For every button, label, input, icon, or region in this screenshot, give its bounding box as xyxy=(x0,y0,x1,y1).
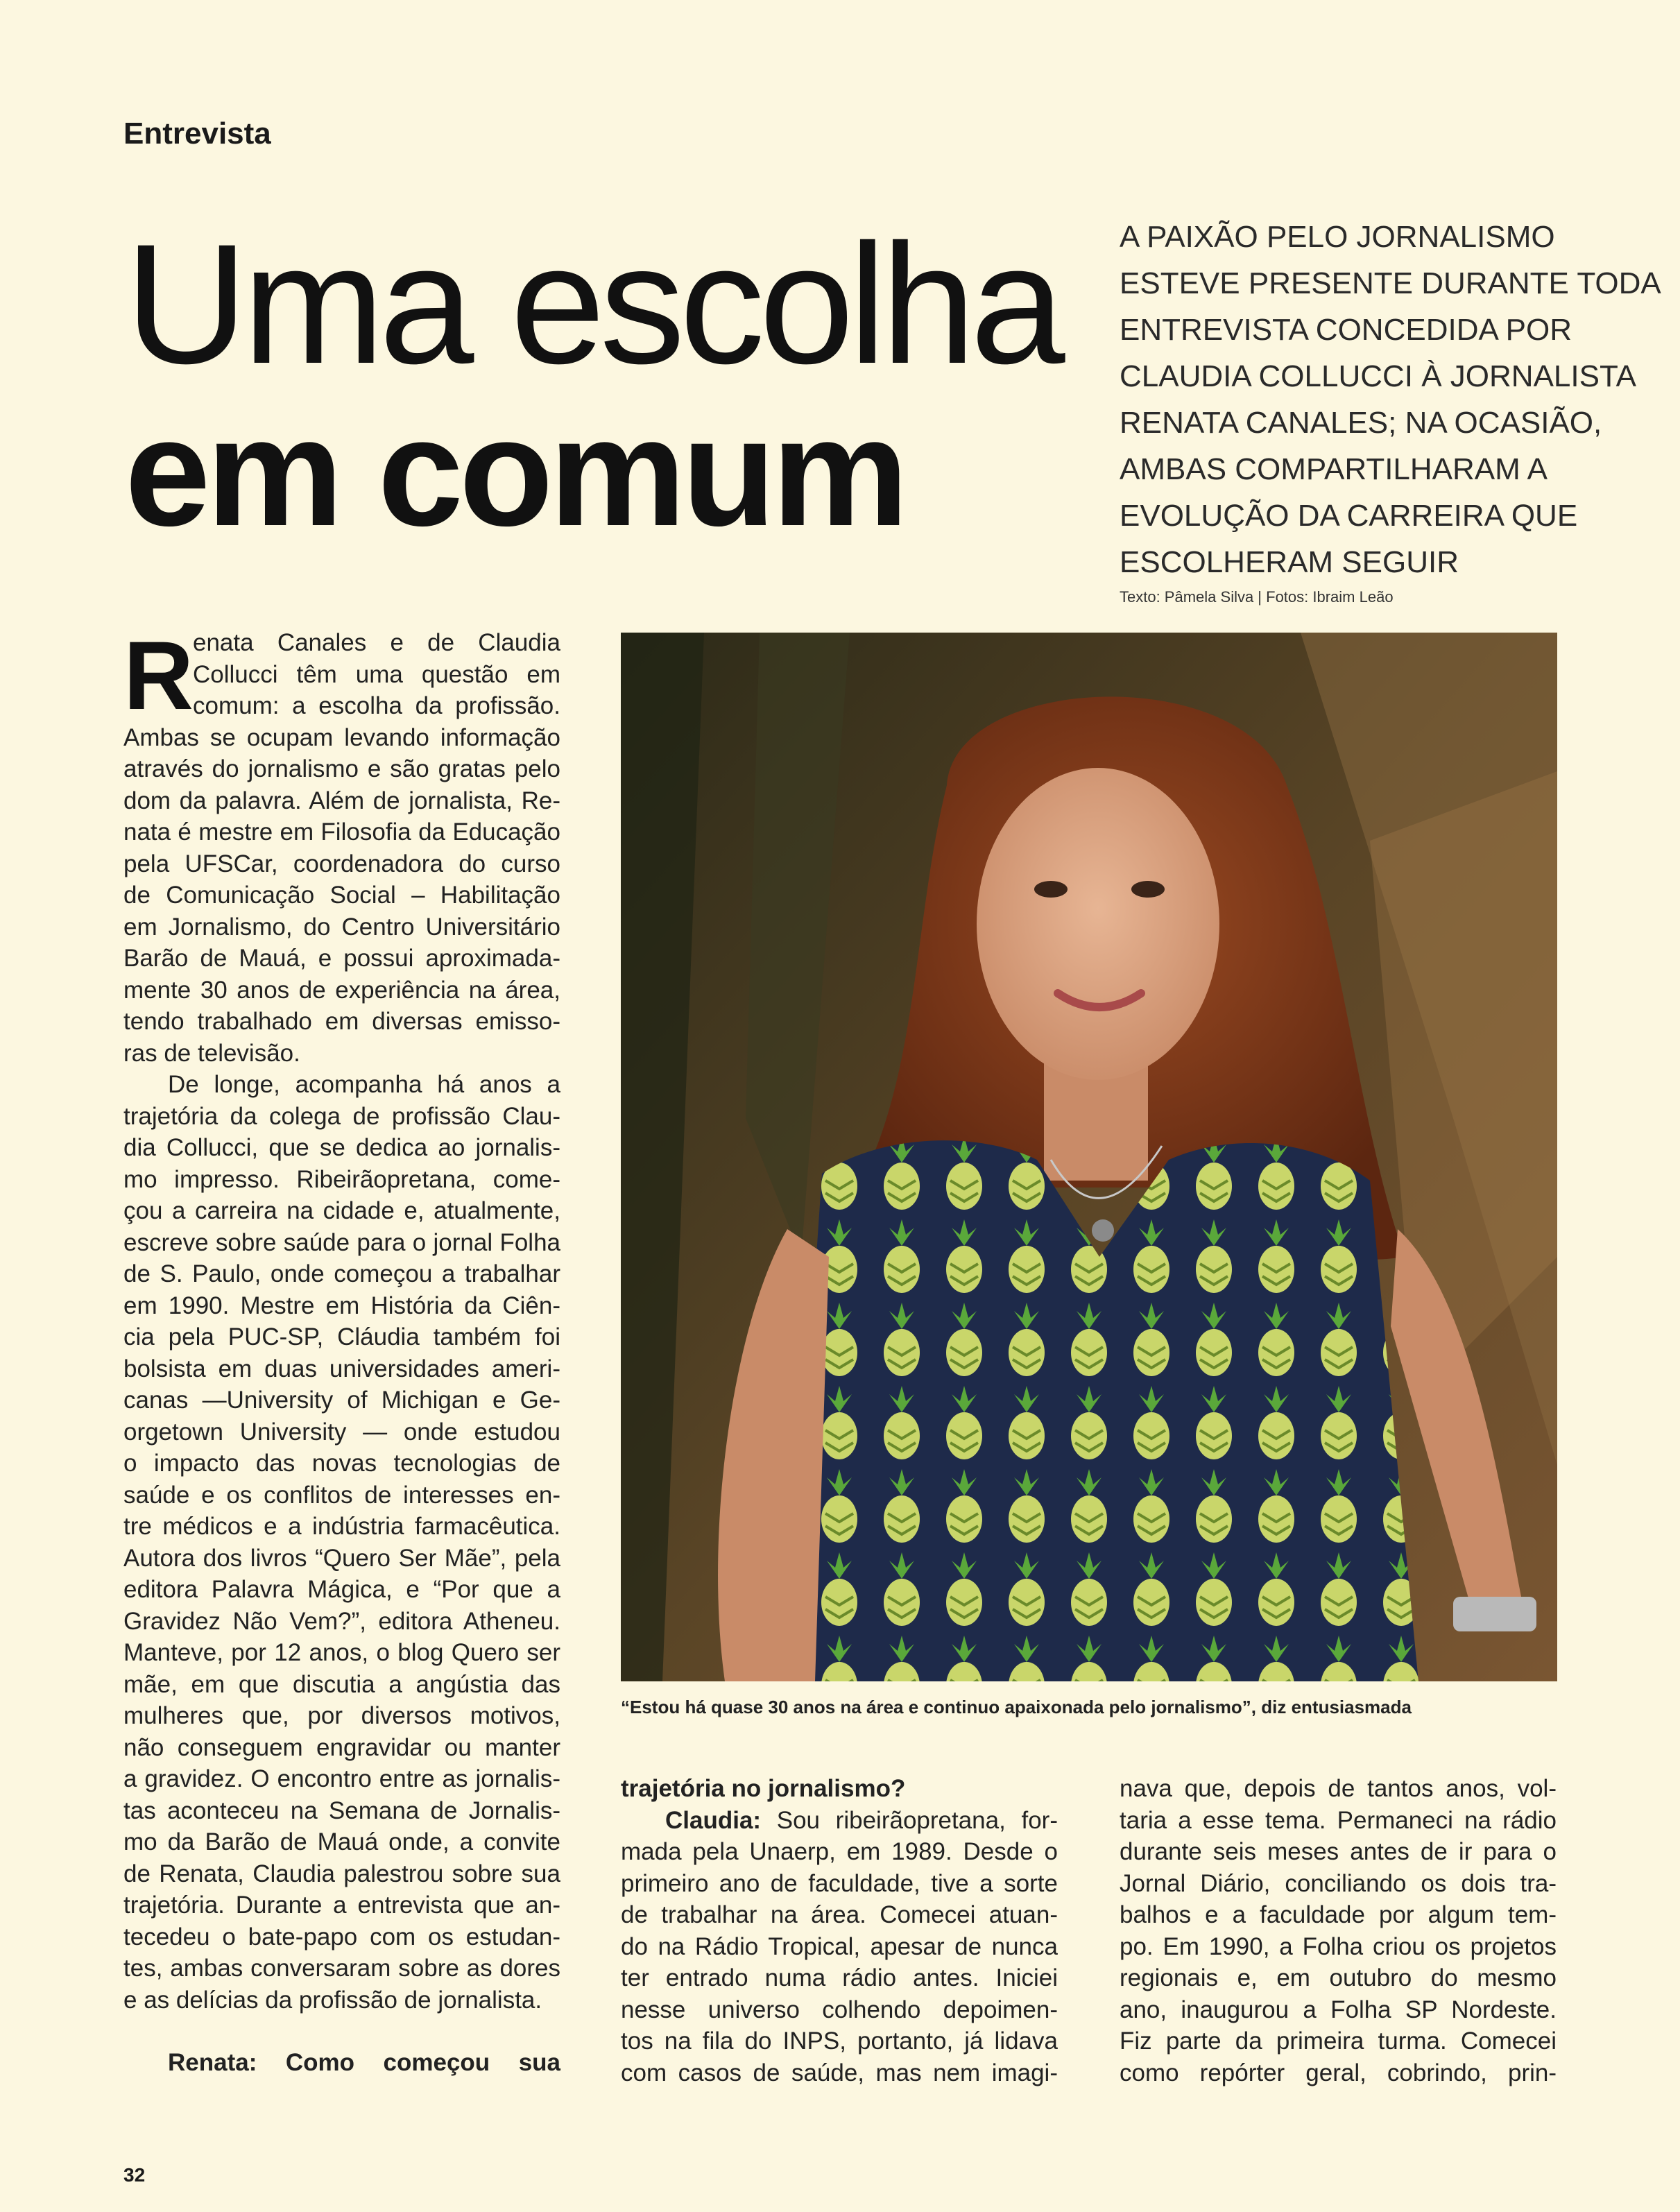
body-line: trajetória. Durante a entrevista que an- xyxy=(123,1892,560,1919)
body-line xyxy=(621,1805,1058,1837)
answer-speaker: Claudia: xyxy=(665,1806,762,1834)
body-line: tecedeu o bate-papo com os estudan- xyxy=(123,1923,560,1950)
body-line: tendo trabalhado em diversas emisso- xyxy=(123,1008,560,1035)
body-line: tas aconteceu na Semana de Jornalis- xyxy=(123,1797,560,1824)
photo-caption: “Estou há quase 30 anos na área e continuo apaixonada pelo jornalismo”, diz entusiasmada xyxy=(621,1697,1412,1717)
body-line: tos na fila do INPS, portanto, já lidava xyxy=(621,2027,1058,2055)
body-line: nesse universo colhendo depoimen- xyxy=(621,1996,1058,2023)
body-line: Autora dos livros “Quero Ser Mãe”, pela xyxy=(123,1544,560,1572)
body-line: Jornal Diário, conciliando os dois tra- xyxy=(1120,1869,1557,1897)
portrait-photo xyxy=(621,633,1557,1681)
body-line: po. Em 1990, a Folha criou os projetos xyxy=(1120,1932,1557,1960)
body-line: tre médicos e a indústria farmacêutica. xyxy=(123,1513,560,1540)
body-line: De longe, acompanha há anos a xyxy=(168,1071,560,1098)
body-line: de Renata, Claudia palestrou sobre sua xyxy=(123,1860,560,1887)
body-line: çou a carreira na cidade e, atualmente, xyxy=(123,1197,560,1224)
body-line: de S. Paulo, onde começou a trabalhar xyxy=(123,1260,560,1287)
body-line: Collucci têm uma questão em xyxy=(193,660,560,688)
body-line: de Comunicação Social – Habilitação xyxy=(123,882,560,909)
body-line: com casos de saúde, mas nem imagi- xyxy=(621,2059,1058,2086)
body-line: dia Collucci, que se dedica ao jornalis- xyxy=(123,1134,560,1161)
deck-line: A PAIXÃO PELO JORNALISMO xyxy=(1120,220,1555,254)
headline-line-2: em comum xyxy=(125,386,905,558)
body-line: nata é mestre em Filosofia da Educação xyxy=(123,818,560,846)
answer-text: Sou ribeirãopretana, for- xyxy=(776,1806,1058,1834)
body-line: enata Canales e de Claudia xyxy=(193,629,560,656)
deck-line: EVOLUÇÃO DA CARREIRA QUE xyxy=(1120,499,1578,533)
headline-line-1: Uma escolha xyxy=(125,209,1060,400)
body-line: saúde e os conflitos de interesses en- xyxy=(123,1481,560,1509)
interview-question: Renata: Como começou sua xyxy=(168,2049,560,2076)
body-line: Gravidez Não Vem?”, editora Atheneu. xyxy=(123,1607,560,1635)
body-line: editora Palavra Mágica, e “Por que a xyxy=(123,1576,560,1603)
body-line: mãe, em que discutia a angústia das xyxy=(123,1670,560,1698)
body-line: Barão de Mauá, e possui aproximada- xyxy=(123,945,560,972)
body-line: e as delícias da profissão de jornalista. xyxy=(123,1986,542,2014)
body-line: cia pela PUC-SP, Cláudia também foi xyxy=(123,1323,560,1351)
body-line: em 1990. Mestre em História da Ciên- xyxy=(123,1292,560,1319)
body-line: regionais e, em outubro do mesmo xyxy=(1120,1964,1557,1991)
deck-line: AMBAS COMPARTILHARAM A xyxy=(1120,452,1548,486)
body-line: orgetown University — onde estudou xyxy=(123,1418,560,1446)
body-column-1 xyxy=(123,621,560,2079)
body-line: Fiz parte da primeira turma. Comecei xyxy=(1120,2027,1557,2055)
body-line: trajetória da colega de profissão Clau- xyxy=(123,1102,560,1130)
body-line: pela UFSCar, coordenadora do curso xyxy=(123,850,560,877)
deck-line: ESTEVE PRESENTE DURANTE TODA xyxy=(1120,266,1661,300)
body-line: dom da palavra. Além de jornalista, Re- xyxy=(123,787,560,814)
body-line: mo da Barão de Mauá onde, a convite xyxy=(123,1828,560,1855)
body-line: canas —University of Michigan e Ge- xyxy=(123,1387,560,1414)
page-number: 32 xyxy=(123,2164,146,2186)
body-line: ano, inaugurou a Folha SP Nordeste. xyxy=(1120,1996,1557,2023)
deck-text xyxy=(1120,214,1661,585)
body-line: Manteve, por 12 anos, o blog Quero ser xyxy=(123,1639,560,1666)
body-line: ter entrado numa rádio antes. Iniciei xyxy=(621,1964,1058,1991)
body-column-3 xyxy=(1120,1773,1557,2089)
body-line: mulheres que, por diversos motivos, xyxy=(123,1702,560,1729)
body-line: tes, ambas conversaram sobre as dores xyxy=(123,1955,560,1982)
drop-cap: R xyxy=(123,621,194,730)
body-line: primeiro ano de faculdade, tive a sorte xyxy=(621,1869,1058,1897)
body-line: escreve sobre saúde para o jornal Folha xyxy=(123,1228,560,1256)
deck-line: CLAUDIA COLLUCCI À JORNALISTA xyxy=(1120,359,1636,393)
body-line: de trabalhar na área. Comecei atuan- xyxy=(621,1901,1058,1928)
deck-line: ENTREVISTA CONCEDIDA POR xyxy=(1120,313,1572,347)
deck-line: RENATA CANALES; NA OCASIÃO, xyxy=(1120,406,1602,440)
body-line: bolsista em duas universidades ameri- xyxy=(123,1355,560,1382)
photo-text-credits: Texto: Pâmela Silva | Fotos: Ibraim Leão xyxy=(1120,588,1394,606)
body-line: através do jornalismo e são gratas pelo xyxy=(123,755,560,782)
body-line: durante seis meses antes de ir para o xyxy=(1120,1838,1557,1865)
body-line: do na Rádio Tropical, apesar de nunca xyxy=(621,1932,1058,1960)
body-column-2 xyxy=(621,1773,1058,2089)
body-line: não conseguem engravidar ou manter xyxy=(123,1733,560,1761)
body-line: como repórter geral, cobrindo, prin- xyxy=(1120,2059,1557,2086)
body-line: mada pela Unaerp, em 1989. Desde o xyxy=(621,1838,1058,1865)
deck-line: ESCOLHERAM SEGUIR xyxy=(1120,545,1459,579)
body-line: nava que, depois de tantos anos, vol- xyxy=(1120,1775,1557,1802)
interview-question: trajetória no jornalismo? xyxy=(621,1775,906,1802)
body-line: a gravidez. O encontro entre as jornalis- xyxy=(123,1765,560,1792)
body-line: ras de televisão. xyxy=(123,1039,300,1067)
body-line: em Jornalismo, do Centro Universitário xyxy=(123,913,560,941)
body-line: o impacto das novas tecnologias de xyxy=(123,1450,560,1477)
section-label: Entrevista xyxy=(123,117,271,151)
body-line: mo impresso. Ribeirãopretana, come- xyxy=(123,1165,560,1193)
body-line: Ambas se ocupam levando informação xyxy=(123,723,560,751)
body-line: comum: a escolha da profissão. xyxy=(193,692,560,719)
body-line: balhos e a faculdade por algum tem- xyxy=(1120,1901,1557,1928)
body-line: taria a esse tema. Permaneci na rádio xyxy=(1120,1806,1557,1834)
body-line: mente 30 anos de experiência na área, xyxy=(123,976,560,1004)
paragraph-gap xyxy=(123,2016,560,2047)
